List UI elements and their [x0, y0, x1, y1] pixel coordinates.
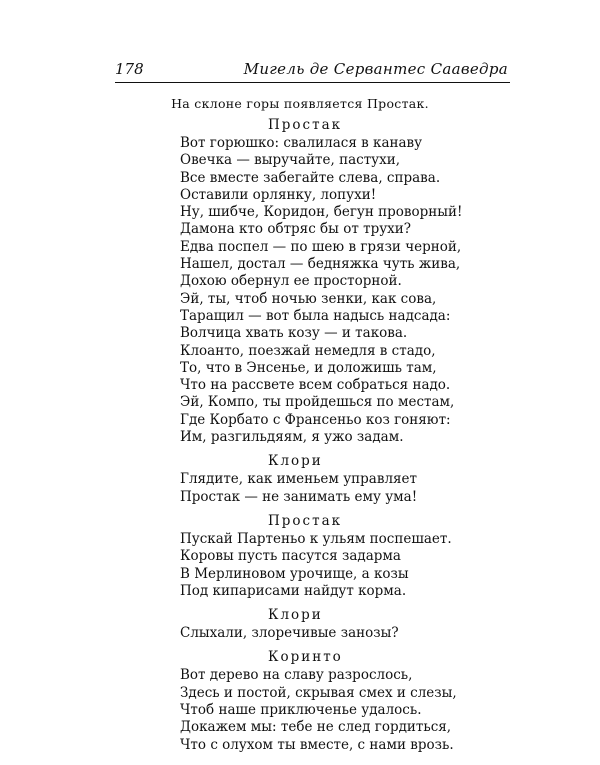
verse-line: Вот дерево на славу разрослось,: [180, 667, 413, 684]
verse-line: Волчица хвать козу — и такова.: [180, 325, 408, 342]
verse-line: Пускай Партеньо к ульям поспешает.: [180, 530, 452, 547]
verse-line: В Мерлиновом урочище, а козы: [180, 565, 409, 582]
verse-line: Под кипарисами найдут корма.: [180, 582, 407, 599]
verse-line: Им, разгильдяям, я ужо задам.: [180, 429, 404, 446]
verse-line: Дамона кто обтряс бы от трухи?: [180, 221, 412, 238]
verse-line: Нашел, достал — бедняжка чуть жива,: [180, 256, 461, 273]
verse-line: Коровы пусть пасутся задарма: [180, 548, 401, 565]
page-number: 178: [115, 60, 144, 78]
page-header: [115, 60, 510, 83]
speaker-name: Коринто: [268, 649, 343, 666]
verse-line: Ну, шибче, Коридон, бегун проворный!: [180, 204, 463, 221]
verse-line: Слыхали, злоречивые занозы?: [180, 625, 399, 642]
verse-line: Чтоб наше приключенье удалось.: [180, 702, 422, 719]
verse-line: Эй, ты, чтоб ночью зенки, как сова,: [180, 290, 437, 307]
verse-line: Едва поспел — по шею в грязи черной,: [180, 238, 462, 255]
verse-line: Дохою обернул ее просторной.: [180, 273, 402, 290]
stage-direction: На склоне горы появляется Простак.: [171, 96, 429, 111]
verse-line: Клоанто, поезжай немедля в стадо,: [180, 342, 436, 359]
dialogue-block: [180, 452, 510, 506]
verse-line: Где Корбато с Франсеньо коз гоняют:: [180, 411, 451, 428]
verse-line: Докажем мы: тебе не след гордиться,: [180, 719, 452, 736]
verse-line: Овечка — выручайте, пастухи,: [180, 152, 401, 169]
verse-line: Простак — не занимать ему ума!: [180, 488, 418, 505]
verse-line: Все вместе забегайте слева, справа.: [180, 169, 441, 186]
verse-line: Глядите, как именьем управляет: [180, 471, 417, 488]
play-text: [180, 114, 510, 760]
verse-line: То, что в Энсенье, и доложишь там,: [180, 359, 437, 376]
verse-line: Вот горюшко: свалилася в канаву: [180, 135, 423, 151]
speaker-name: Простак: [268, 512, 343, 529]
speaker-name: Клори: [268, 607, 323, 624]
verse-line: Что с олухом ты вместе, с нами врозь.: [180, 736, 454, 753]
dialogue-block: [180, 648, 510, 753]
verse-line: Что на рассвете всем собраться надо.: [180, 377, 451, 394]
dialogue-block: [180, 606, 510, 642]
verse-line: Здесь и постой, скрывая смех и слезы,: [180, 684, 457, 701]
speaker-name: Простак: [268, 117, 343, 133]
verse-line: Оставили орлянку, лопухи!: [180, 186, 377, 203]
verse-line: Эй, Компо, ты пройдешься по местам,: [180, 394, 455, 411]
speaker-name: Клори: [268, 453, 323, 470]
verse-line: Таращил — вот была надысь надсада:: [180, 307, 451, 324]
dialogue-block: [180, 512, 510, 600]
running-title: Мигель де Сервантес Сааведра: [243, 60, 508, 78]
dialogue-block: [180, 116, 510, 446]
